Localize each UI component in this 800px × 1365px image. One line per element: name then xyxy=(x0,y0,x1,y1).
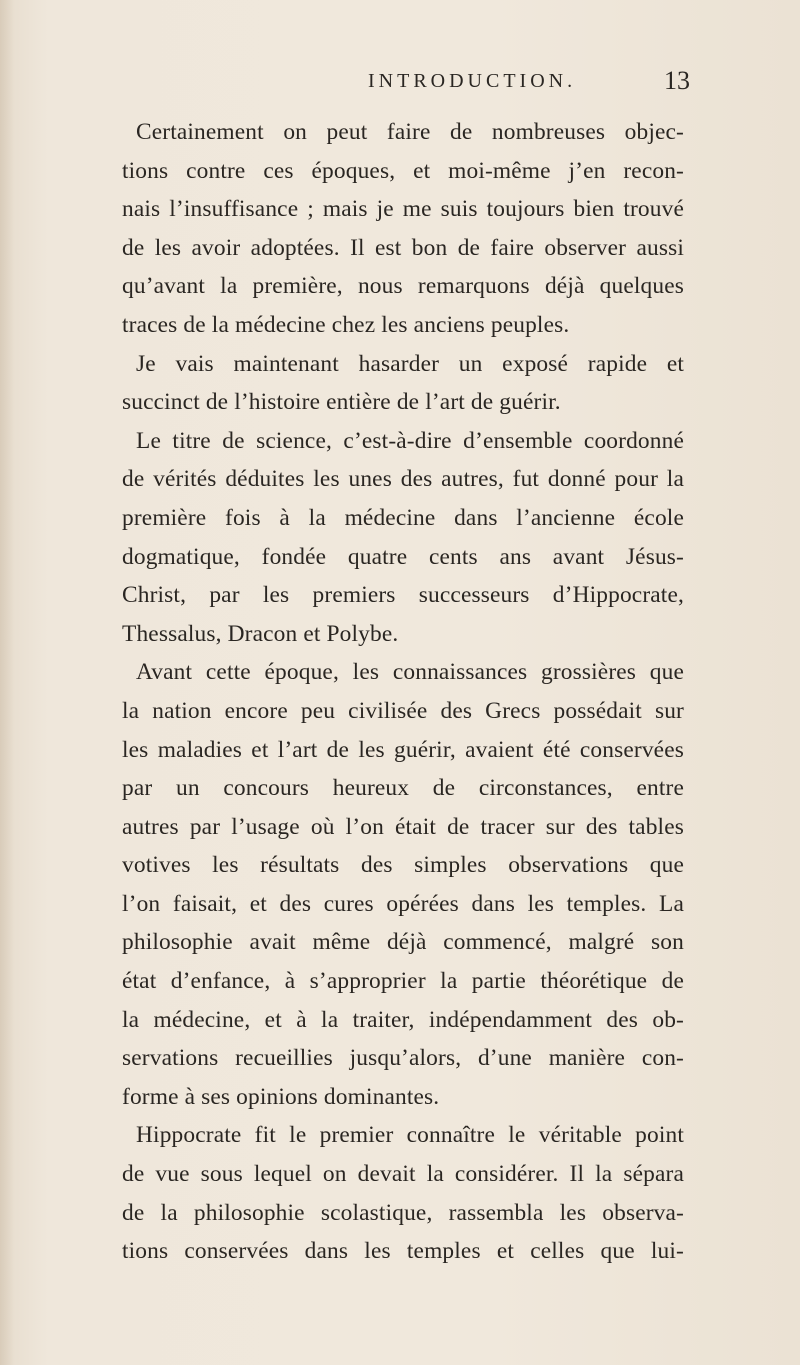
text-line: Thessalus, Dracon et Polybe. xyxy=(122,620,399,647)
text-line: de vérités déduites les unes des autres, fut donné pour la xyxy=(122,466,684,493)
text-line: première fois à la médecine dans l’ancienne école xyxy=(122,504,684,531)
page-number: 13 xyxy=(664,66,690,95)
text-line: votives les résultats des simples observations que xyxy=(122,852,684,879)
text-line: qu’avant la première, nous remarquons déjà quelques xyxy=(122,273,684,300)
text-line: Avant cette époque, les connaissances grossières que xyxy=(136,659,684,686)
text-line: Certainement on peut faire de nombreuses objec- xyxy=(136,119,684,145)
text-line: tions conservées dans les temples et celles que lui- xyxy=(122,1238,684,1265)
page-edge-shadow xyxy=(0,0,14,1365)
body-text xyxy=(122,113,684,1271)
text-line: la médecine, et à la traiter, indépendamment des ob- xyxy=(122,1006,684,1033)
text-line: de vue sous lequel on devait la considérer. Il la sépara xyxy=(122,1161,684,1188)
text-line: les maladies et l’art de les guérir, avaient été conservées xyxy=(122,736,684,763)
running-head: INTRODUCTION. xyxy=(368,70,577,92)
text-line: état d’enfance, à s’approprier la partie théorétique de xyxy=(122,968,684,995)
text-line: l’on faisait, et des cures opérées dans les temples. La xyxy=(122,890,684,917)
text-line: dogmatique, fondée quatre cents ans avant Jésus- xyxy=(122,543,684,570)
page-header xyxy=(240,66,690,110)
text-line: par un concours heureux de circonstances, entre xyxy=(122,775,684,802)
text-line: servations recueillies jusqu’alors, d’une manière con- xyxy=(122,1045,684,1072)
text-line: Christ, par les premiers successeurs d’Hippocrate, xyxy=(122,582,684,609)
text-line: Hippocrate fit le premier connaître le véritable point xyxy=(136,1122,684,1149)
text-line: de la philosophie scolastique, rassembla les observa- xyxy=(122,1199,684,1226)
text-line: Je vais maintenant hasarder un exposé rapide et xyxy=(136,350,684,377)
text-line: de les avoir adoptées. Il est bon de faire observer aussi xyxy=(122,234,684,261)
text-line: tions contre ces époques, et moi-même j’en recon- xyxy=(122,157,684,184)
text-line: autres par l’usage où l’on était de tracer sur des tables xyxy=(122,813,684,840)
text-line: philosophie avait même déjà commencé, malgré son xyxy=(122,929,684,956)
text-line: forme à ses opinions dominantes. xyxy=(122,1083,440,1110)
text-line: nais l’insuffisance ; mais je me suis toujours bien trouvé xyxy=(122,196,684,223)
text-line: Le titre de science, c’est-à-dire d’ensemble coordonné xyxy=(136,427,684,454)
text-line: la nation encore peu civilisée des Grecs possédait sur xyxy=(122,697,684,724)
text-line: succinct de l’histoire entière de l’art de guérir. xyxy=(122,389,561,416)
text-line: traces de la médecine chez les anciens peuples. xyxy=(122,311,570,338)
